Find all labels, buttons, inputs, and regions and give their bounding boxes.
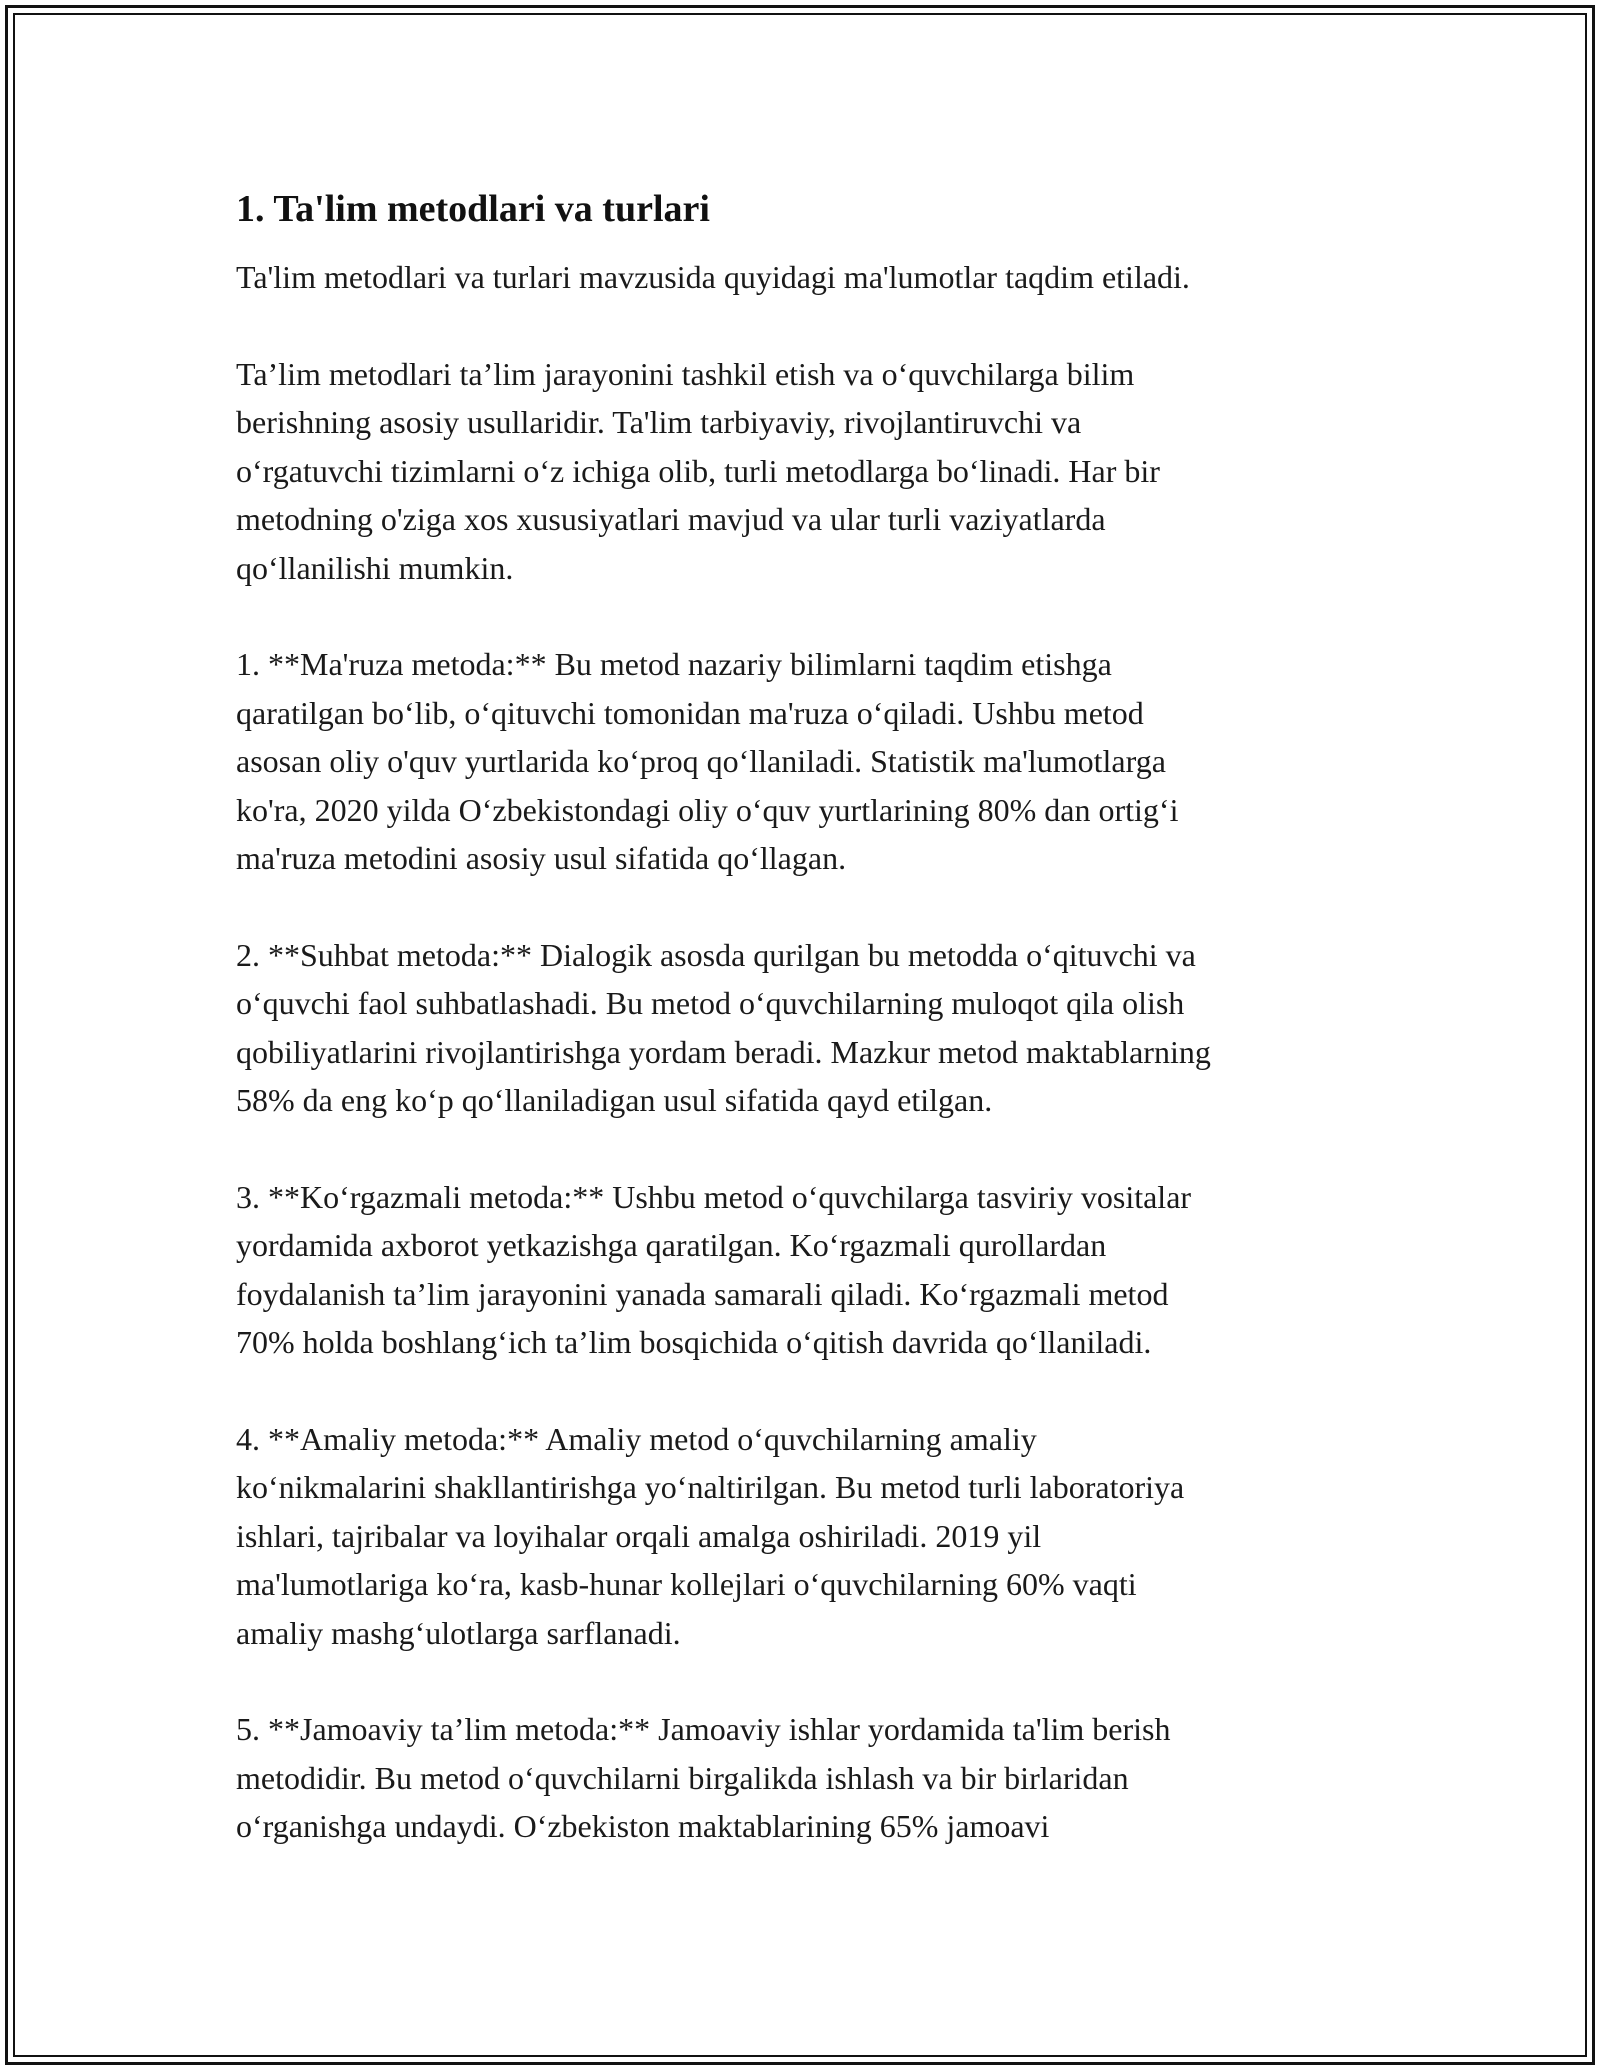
text-line: ko'ra, 2020 yilda O‘zbekistondagi oliy o‘quv yurtlarining 80% dan ortig‘i (236, 791, 1179, 828)
document-body (236, 185, 1376, 1899)
text-line: metodidir. Bu metod o‘quvchilarni birgalikda ishlash va bir birlaridan (236, 1759, 1129, 1796)
text-line: o‘quvchi faol suhbatlashadi. Bu metod o‘quvchilarning muloqot qila olish (236, 985, 1185, 1021)
method-group-paragraph (236, 1705, 1376, 1851)
text-line: foydalanish ta’lim jarayonini yanada samarali qiladi. Ko‘rgazmali metod (236, 1275, 1169, 1312)
text-line: berishning asosiy usullaridir. Ta'lim tarbiyaviy, rivojlantiruvchi va (236, 404, 1082, 440)
overview-paragraph (236, 350, 1376, 593)
text-line: ko‘nikmalarini shakllantirishga yo‘naltirilgan. Bu metod turli laboratoriya (236, 1469, 1185, 1505)
text-line: 70% holda boshlang‘ich ta’lim bosqichida o‘qitish davrida qo‘llaniladi. (236, 1324, 1152, 1360)
text-line: 1. **Ma'ruza metoda:** Bu metod nazariy bilimlarni taqdim etishga (236, 646, 1112, 682)
text-line: 5. **Jamoaviy ta’lim metoda:** Jamoaviy ishlar yordamida ta'lim berish (236, 1711, 1171, 1747)
text-line: qobiliyatlarini rivojlantirishga yordam beradi. Mazkur metod maktablarning (236, 1033, 1211, 1070)
text-line: qo‘llanilishi mumkin. (236, 549, 514, 586)
text-line: ishlari, tajribalar va loyihalar orqali amalga oshiriladi. 2019 yil (236, 1517, 1042, 1554)
text-line: o‘rganishga undaydi. O‘zbekiston maktablarining 65% jamoavi (236, 1808, 1050, 1844)
text-line: o‘rgatuvchi tizimlarni o‘z ichiga olib, turli metodlarga bo‘linadi. Har bir (236, 452, 1160, 489)
text-line: Ta’lim metodlari ta’lim jarayonini tashkil etish va o‘quvchilarga bilim (236, 355, 1135, 392)
method-visual-paragraph (236, 1173, 1376, 1367)
text-line: yordamida axborot yetkazishga qaratilgan. Ko‘rgazmali qurollardan (236, 1227, 1107, 1263)
text-line: 2. **Suhbat metoda:** Dialogik asosda qurilgan bu metodda o‘qituvchi va (236, 936, 1196, 973)
text-line: asosan oliy o'quv yurtlarida ko‘proq qo‘llaniladi. Statistik ma'lumotlarga (236, 743, 1166, 779)
text-line: 58% da eng ko‘p qo‘llaniladigan usul sifatida qayd etilgan. (236, 1082, 993, 1118)
method-conversation-paragraph (236, 931, 1376, 1125)
intro-paragraph: Ta'lim metodlari va turlari mavzusida quyidagi ma'lumotlar taqdim etiladi. (236, 259, 1190, 295)
method-lecture-paragraph (236, 640, 1376, 883)
text-line: amaliy mashg‘ulotlarga sarflanadi. (236, 1614, 681, 1651)
text-line: qaratilgan bo‘lib, o‘qituvchi tomonidan ma'ruza o‘qiladi. Ushbu metod (236, 694, 1144, 731)
text-line: 3. **Ko‘rgazmali metoda:** Ushbu metod o‘quvchilarga tasviriy vositalar (236, 1178, 1192, 1215)
text-line: 4. **Amaliy metoda:** Amaliy metod o‘quvchilarning amaliy (236, 1420, 1037, 1457)
text-line: metodning o'ziga xos xususiyatlari mavjud va ular turli vaziyatlarda (236, 501, 1106, 537)
document-title: 1. Ta'lim metodlari va turlari (236, 188, 710, 230)
text-line: ma'lumotlariga ko‘ra, kasb-hunar kollejlari o‘quvchilarning 60% vaqti (236, 1566, 1137, 1602)
text-line: ma'ruza metodini asosiy usul sifatida qo‘llagan. (236, 840, 847, 876)
method-practical-paragraph (236, 1415, 1376, 1658)
